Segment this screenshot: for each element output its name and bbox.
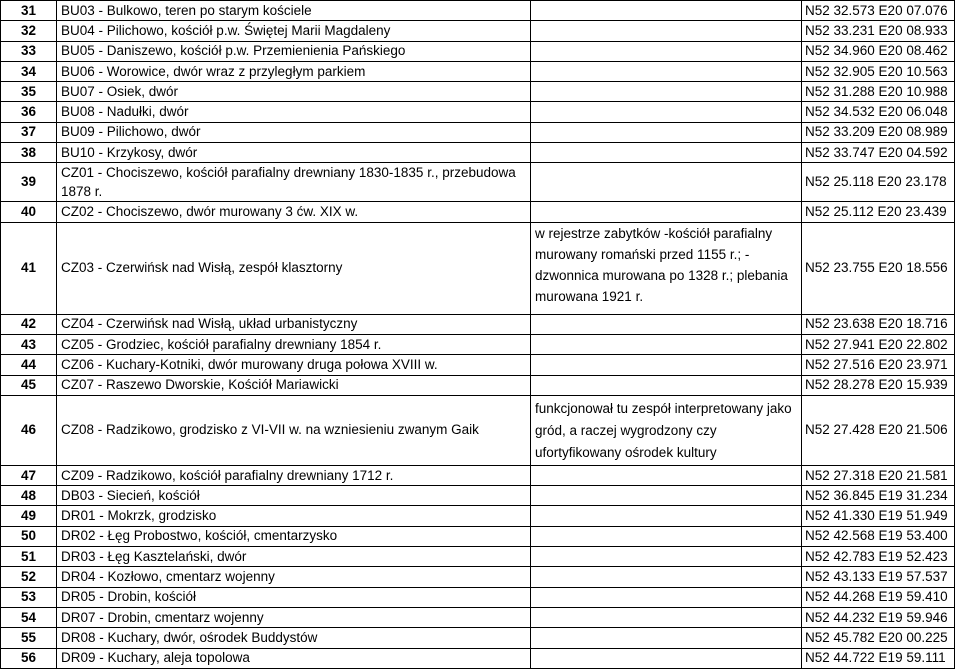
monument-name-cell[interactable]: CZ02 - Chociszewo, dwór murowany 3 ćw. XIX w. bbox=[57, 202, 531, 222]
coordinates-cell[interactable]: N52 32.905 E20 10.563 bbox=[802, 61, 955, 81]
monument-note-cell[interactable] bbox=[531, 334, 802, 354]
row-number-cell[interactable]: 37 bbox=[1, 122, 57, 142]
table-row bbox=[1, 334, 955, 354]
monument-name-cell[interactable]: DR07 - Drobin, cmentarz wojenny bbox=[57, 607, 531, 627]
coordinates-cell[interactable]: N52 44.722 E19 59.111 bbox=[802, 648, 955, 668]
coordinates-cell[interactable]: N52 31.288 E20 10.988 bbox=[802, 82, 955, 102]
table-row bbox=[1, 375, 955, 395]
monument-name-cell[interactable]: BU04 - Pilichowo, kościół p.w. Świętej Marii Magdaleny bbox=[57, 21, 531, 41]
monument-note-cell[interactable] bbox=[531, 506, 802, 526]
monument-name-cell[interactable]: CZ09 - Radzikowo, kościół parafialny drewniany 1712 r. bbox=[57, 465, 531, 485]
monument-note-cell[interactable] bbox=[531, 143, 802, 163]
monument-note-cell[interactable] bbox=[531, 465, 802, 485]
row-number-cell[interactable]: 44 bbox=[1, 355, 57, 375]
coordinates-cell[interactable]: N52 36.845 E19 31.234 bbox=[802, 486, 955, 506]
row-number-cell[interactable]: 31 bbox=[1, 1, 57, 21]
coordinates-cell[interactable]: N52 44.268 E19 59.410 bbox=[802, 587, 955, 607]
coordinates-cell[interactable]: N52 41.330 E19 51.949 bbox=[802, 506, 955, 526]
coordinates-cell[interactable]: N52 32.573 E20 07.076 bbox=[802, 1, 955, 21]
table-row bbox=[1, 486, 955, 506]
monument-name-cell[interactable]: BU06 - Worowice, dwór wraz z przyległym parkiem bbox=[57, 61, 531, 81]
coordinates-cell[interactable]: N52 33.209 E20 08.989 bbox=[802, 122, 955, 142]
monument-note-cell[interactable] bbox=[531, 41, 802, 61]
table-row bbox=[1, 61, 955, 81]
monument-name-cell[interactable]: DR05 - Drobin, kościół bbox=[57, 587, 531, 607]
coordinates-cell[interactable]: N52 23.638 E20 18.716 bbox=[802, 314, 955, 334]
monument-note-cell[interactable] bbox=[531, 355, 802, 375]
monument-note-cell[interactable] bbox=[531, 82, 802, 102]
monument-note-cell[interactable]: w rejestrze zabytków -kościół parafialny murowany romański przed 1155 r.; - dzwonnica murowana po 1328 r.; plebania murowana 1921 r. bbox=[531, 222, 802, 314]
table-row bbox=[1, 465, 955, 485]
monument-note-cell[interactable] bbox=[531, 648, 802, 668]
row-number-cell[interactable]: 51 bbox=[1, 547, 57, 567]
monument-note-cell[interactable] bbox=[531, 202, 802, 222]
coordinates-cell[interactable]: N52 42.568 E19 53.400 bbox=[802, 526, 955, 546]
coordinates-cell[interactable]: N52 27.318 E20 21.581 bbox=[802, 465, 955, 485]
table-row bbox=[1, 314, 955, 334]
monument-name-cell[interactable]: BU07 - Osiek, dwór bbox=[57, 82, 531, 102]
monument-note-cell[interactable] bbox=[531, 567, 802, 587]
row-number-cell[interactable]: 42 bbox=[1, 314, 57, 334]
table-row bbox=[1, 607, 955, 627]
coordinates-cell[interactable]: N52 27.941 E20 22.802 bbox=[802, 334, 955, 354]
table-row bbox=[1, 355, 955, 375]
row-number-cell[interactable]: 45 bbox=[1, 375, 57, 395]
row-number-cell[interactable]: 36 bbox=[1, 102, 57, 122]
row-number-cell[interactable]: 41 bbox=[1, 222, 57, 314]
monument-name-cell[interactable]: DR09 - Kuchary, aleja topolowa bbox=[57, 648, 531, 668]
coordinates-cell[interactable]: N52 42.783 E19 52.423 bbox=[802, 547, 955, 567]
monument-note-cell[interactable] bbox=[531, 375, 802, 395]
table-row bbox=[1, 41, 955, 61]
monument-name-cell[interactable]: CZ06 - Kuchary-Kotniki, dwór murowany druga połowa XVIII w. bbox=[57, 355, 531, 375]
monument-note-cell[interactable] bbox=[531, 314, 802, 334]
table-row bbox=[1, 547, 955, 567]
table-row bbox=[1, 395, 955, 465]
row-number-cell[interactable]: 33 bbox=[1, 41, 57, 61]
row-number-cell[interactable]: 39 bbox=[1, 163, 57, 202]
coordinates-cell[interactable]: N52 45.782 E20 00.225 bbox=[802, 628, 955, 648]
coordinates-cell[interactable]: N52 25.118 E20 23.178 bbox=[802, 163, 955, 202]
monument-note-cell[interactable] bbox=[531, 122, 802, 142]
monument-note-cell[interactable] bbox=[531, 21, 802, 41]
monument-name-cell[interactable]: DR04 - Kozłowo, cmentarz wojenny bbox=[57, 567, 531, 587]
table-row bbox=[1, 1, 955, 21]
table-body bbox=[1, 1, 955, 669]
table-row bbox=[1, 202, 955, 222]
table-row bbox=[1, 567, 955, 587]
table-row bbox=[1, 628, 955, 648]
monument-name-cell[interactable]: BU05 - Daniszewo, kościół p.w. Przemienienia Pańskiego bbox=[57, 41, 531, 61]
row-number-cell[interactable]: 47 bbox=[1, 465, 57, 485]
monument-name-cell[interactable]: BU09 - Pilichowo, dwór bbox=[57, 122, 531, 142]
table-row bbox=[1, 222, 955, 314]
monument-note-cell[interactable] bbox=[531, 607, 802, 627]
row-number-cell[interactable]: 40 bbox=[1, 202, 57, 222]
row-number-cell[interactable]: 43 bbox=[1, 334, 57, 354]
monument-note-cell[interactable] bbox=[531, 628, 802, 648]
monument-name-cell[interactable]: DB03 - Siecień, kościół bbox=[57, 486, 531, 506]
row-number-cell[interactable]: 34 bbox=[1, 61, 57, 81]
table-row bbox=[1, 648, 955, 668]
monument-name-cell[interactable]: DR03 - Łęg Kasztelański, dwór bbox=[57, 547, 531, 567]
coordinates-cell[interactable]: N52 25.112 E20 23.439 bbox=[802, 202, 955, 222]
coordinates-cell[interactable]: N52 23.755 E20 18.556 bbox=[802, 222, 955, 314]
row-number-cell[interactable]: 38 bbox=[1, 143, 57, 163]
monument-name-cell[interactable]: BU10 - Krzykosy, dwór bbox=[57, 143, 531, 163]
row-number-cell[interactable]: 56 bbox=[1, 648, 57, 668]
coordinates-cell[interactable]: N52 33.747 E20 04.592 bbox=[802, 143, 955, 163]
monument-name-cell[interactable]: CZ07 - Raszewo Dworskie, Kościół Mariawicki bbox=[57, 375, 531, 395]
monument-name-cell[interactable]: DR08 - Kuchary, dwór, ośrodek Buddystów bbox=[57, 628, 531, 648]
table-row bbox=[1, 163, 955, 202]
row-number-cell[interactable]: 49 bbox=[1, 506, 57, 526]
monument-note-cell[interactable] bbox=[531, 547, 802, 567]
coordinates-cell[interactable]: N52 27.428 E20 21.506 bbox=[802, 395, 955, 465]
row-number-cell[interactable]: 52 bbox=[1, 567, 57, 587]
monument-name-cell[interactable]: DR01 - Mokrzk, grodzisko bbox=[57, 506, 531, 526]
table-row bbox=[1, 21, 955, 41]
monument-name-cell[interactable]: CZ04 - Czerwińsk nad Wisłą, układ urbanistyczny bbox=[57, 314, 531, 334]
monument-name-cell[interactable]: CZ05 - Grodziec, kościół parafialny drewniany 1854 r. bbox=[57, 334, 531, 354]
row-number-cell[interactable]: 48 bbox=[1, 486, 57, 506]
coordinates-cell[interactable]: N52 44.232 E19 59.946 bbox=[802, 607, 955, 627]
row-number-cell[interactable]: 50 bbox=[1, 526, 57, 546]
monument-name-cell[interactable]: CZ08 - Radzikowo, grodzisko z VI-VII w. na wzniesieniu zwanym Gaik bbox=[57, 395, 531, 465]
coordinates-cell[interactable]: N52 27.516 E20 23.971 bbox=[802, 355, 955, 375]
monument-name-cell[interactable]: CZ01 - Chociszewo, kościół parafialny drewniany 1830-1835 r., przebudowa 1878 r. bbox=[57, 163, 531, 202]
monument-note-cell[interactable] bbox=[531, 61, 802, 81]
table-row bbox=[1, 82, 955, 102]
monument-note-cell[interactable] bbox=[531, 526, 802, 546]
coordinates-cell[interactable]: N52 43.133 E19 57.537 bbox=[802, 567, 955, 587]
table-row bbox=[1, 143, 955, 163]
monument-note-cell[interactable] bbox=[531, 102, 802, 122]
coordinates-cell[interactable]: N52 33.231 E20 08.933 bbox=[802, 21, 955, 41]
monument-note-cell[interactable] bbox=[531, 587, 802, 607]
row-number-cell[interactable]: 35 bbox=[1, 82, 57, 102]
monument-name-cell[interactable]: BU08 - Nadułki, dwór bbox=[57, 102, 531, 122]
row-number-cell[interactable]: 54 bbox=[1, 607, 57, 627]
coordinates-cell[interactable]: N52 34.532 E20 06.048 bbox=[802, 102, 955, 122]
table-row bbox=[1, 122, 955, 142]
row-number-cell[interactable]: 46 bbox=[1, 395, 57, 465]
monument-note-cell[interactable] bbox=[531, 163, 802, 202]
row-number-cell[interactable]: 55 bbox=[1, 628, 57, 648]
monument-note-cell[interactable] bbox=[531, 1, 802, 21]
row-number-cell[interactable]: 32 bbox=[1, 21, 57, 41]
table-row bbox=[1, 526, 955, 546]
monument-note-cell[interactable]: funkcjonował tu zespół interpretowany jako gród, a raczej wygrodzony czy ufortyfikowany ośrodek kultury bbox=[531, 395, 802, 465]
coordinates-cell[interactable]: N52 34.960 E20 08.462 bbox=[802, 41, 955, 61]
monument-note-cell[interactable] bbox=[531, 486, 802, 506]
table-row bbox=[1, 587, 955, 607]
monument-name-cell[interactable]: CZ03 - Czerwińsk nad Wisłą, zespół klasztorny bbox=[57, 222, 531, 314]
coordinates-cell[interactable]: N52 28.278 E20 15.939 bbox=[802, 375, 955, 395]
table-row bbox=[1, 102, 955, 122]
table-row bbox=[1, 506, 955, 526]
monument-name-cell[interactable]: BU03 - Bulkowo, teren po starym kościele bbox=[57, 1, 531, 21]
monument-name-cell[interactable]: DR02 - Łęg Probostwo, kościół, cmentarzysko bbox=[57, 526, 531, 546]
row-number-cell[interactable]: 53 bbox=[1, 587, 57, 607]
